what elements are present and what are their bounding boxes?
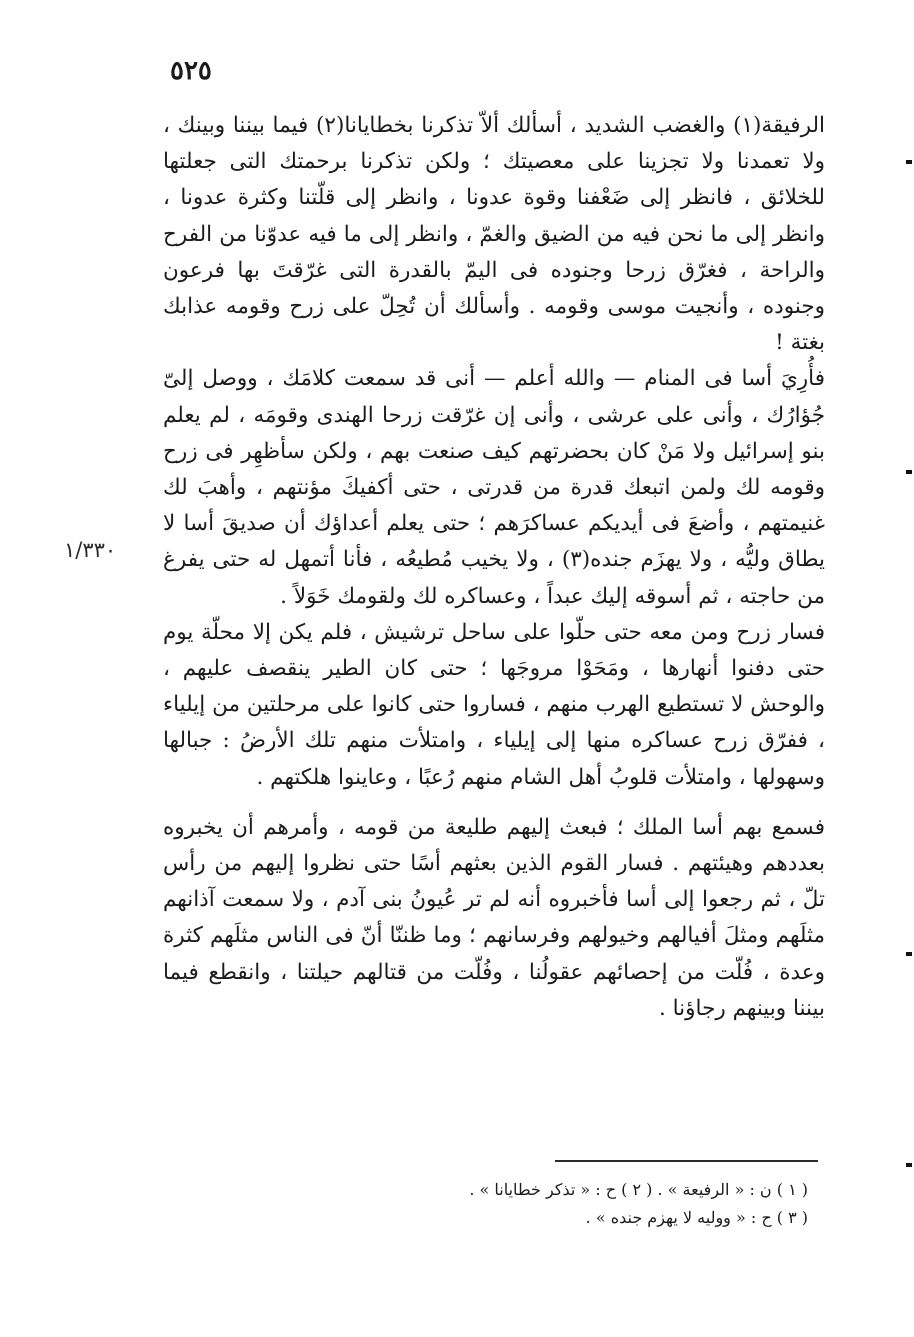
scan-edge-mark	[906, 160, 912, 164]
footnote-divider	[555, 1160, 818, 1162]
paragraph-3: فسار زرح ومن معه حتى حلّوا على ساحل ترشيش ، فلم يكن إلا محلّة يوم حتى دفنوا أنهارها ، ومَحَوْا مروجَها ؛ حتى كان الطير ينقصف عليهم ، والوحش لا تستطيع الهرب منهم ، فساروا حتى كانوا على مرحلتين من إيلياء ، ففرّق زرح عساكره منها إلى إيلياء ، وامتلأت منهم تلك الأرضُ : جبالها وسهولها ، وامتلأت قلوبُ أهل الشام منهم رُعبًا ، وعاينوا هلكتهم .	[163, 619, 825, 790]
body-text	[163, 108, 825, 1027]
paragraph-1: الرفيقة(١) والغضب الشديد ، أسألك ألاّ تذكرنا بخطايانا(٢) فيما بيننا وبينك ، ولا تعمدنا ولا تجزينا على معصيتك ؛ ولكن تذكرنا برحمتك التى جعلتها للخلائق ، فانظر إلى ضَعْفنا وقوة عدونا ، وانظر إلى قلّتنا وكثرة عدونا ، وانظر إلى ما نحن فيه من الضيق والغمّ ، وانظر إلى ما فيه عدوّنا من الفرح والراحة ، فغرّق زرحا وجنوده فى اليمّ بالقدرة التى غرّقتَ بها فرعون وجنوده ، وأنجيت موسى وقومه . وأسألك أن تُحِلّ على زرح وقومه عذابك بغتة !	[163, 113, 825, 356]
footnote-line-1: ( ١ ) ن : « الرفيعة » . ( ٢ ) ح : « تذكر خطايانا » .	[469, 1180, 808, 1199]
scan-edge-mark	[906, 470, 912, 474]
margin-folio-note: ١/٣٣٠	[64, 538, 117, 562]
scan-edge-mark	[906, 1163, 912, 1167]
footnote-line-2: ( ٣ ) ح : « ووليه لا يهزم جنده » .	[585, 1208, 808, 1227]
scan-edge-mark	[906, 952, 912, 956]
footnotes	[300, 1176, 808, 1232]
paragraph-4: فسمع بهم أسا الملك ؛ فبعث إليهم طليعة من قومه ، وأمرهم أن يخبروه بعددهم وهيئتهم . فسار القوم الذين بعثهم أسًا حتى نظروا إليهم من رأس تلّ ، ثم رجعوا إلى أسا فأخبروه أنه لم تر عُيونُ بنى آدم ، ولا سمعت آذانهم مثلَهم ومثلَ أفيالهم وخيولهم وفرسانهم ؛ وما ظننّا أنّ فى الناس مثلَهم كثرة وعدة ، فُلّت من إحصائهم عقولُنا ، وفُلّت من قتالهم حيلتنا ، وانقطع فيما بيننا وبينهم رجاؤنا .	[163, 814, 825, 1021]
page-number: ٥٢٥	[170, 56, 212, 86]
paragraph-2: فأُرِيَ أسا فى المنام — والله أعلم — أنى قد سمعت كلامَك ، ووصل إلىّ جُؤارُك ، وأنى على عرشى ، وأنى إن غرّقت زرحا الهندى وقومَه ، لم يعلم بنو إسرائيل ولا مَنْ كان بحضرتهم كيف صنعت بهم ، ولكن سأظهِر فى زرح وقومه لك ولمن اتبعك قدرة من قدرتى ، حتى أكفيكَ مؤنتهم ، وأهبَ لك غنيمتهم ، وأضعَ فى أيديكم عساكرَهم ؛ حتى يعلم أعداؤك أن صديقَ أسا لا يطاق وليُّه ، ولا يهزَم جنده(٣) ، ولا يخيب مُطيعُه ، فأنا أتمهل له حتى يفرغ من حاجته ، ثم أسوقه إليك عبداً ، وعساكره لك ولقومك خَوَلاً .	[163, 366, 825, 609]
